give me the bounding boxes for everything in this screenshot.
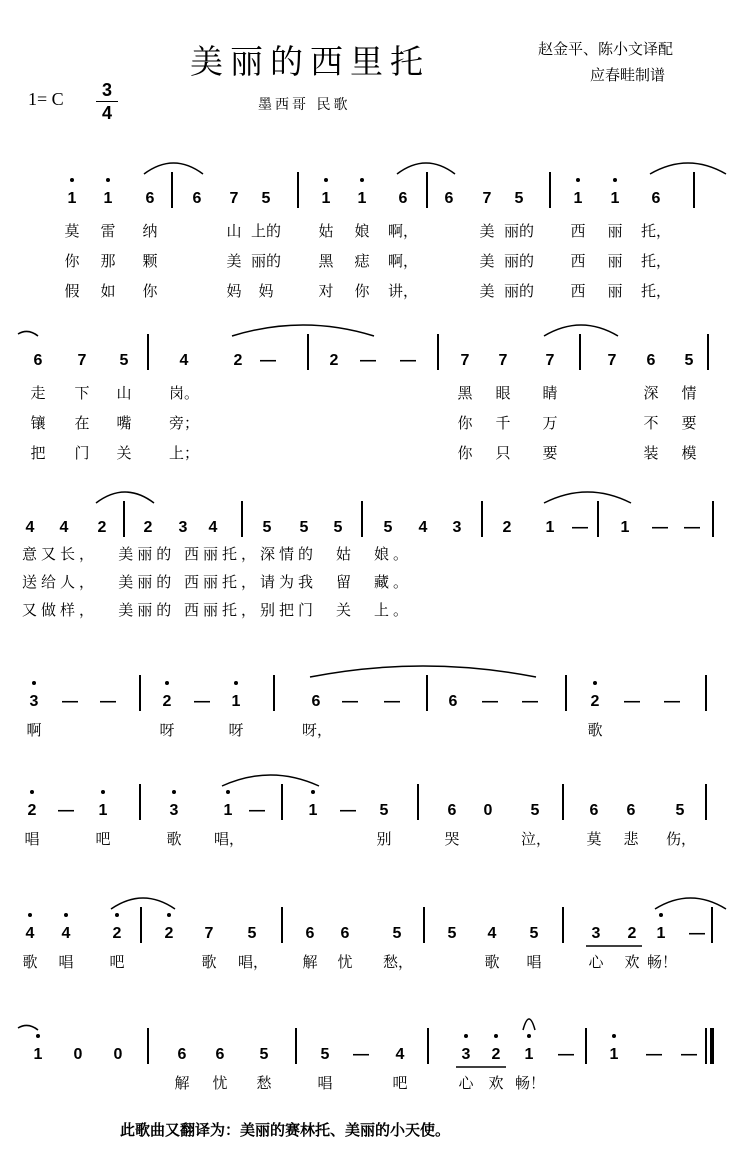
slur xyxy=(18,331,38,336)
note: 5 xyxy=(261,190,271,207)
lyric: 啊， xyxy=(387,252,418,270)
octave-dot xyxy=(172,790,176,794)
note: — xyxy=(353,1046,369,1063)
lyric: 如 xyxy=(100,282,116,300)
note: 2 xyxy=(627,925,637,942)
note: 3 xyxy=(591,925,601,942)
lyric: 丽 xyxy=(607,282,623,300)
octave-dot xyxy=(527,1034,531,1038)
note: 2 xyxy=(143,519,153,536)
lyric: 吧 xyxy=(95,830,111,848)
octave-dot xyxy=(30,790,34,794)
lyric: 门 xyxy=(74,444,90,462)
lyric: 别 xyxy=(376,830,392,848)
octave-dot xyxy=(101,790,105,794)
lyric: 你 xyxy=(354,282,370,300)
note: 6 xyxy=(215,1046,225,1063)
slur xyxy=(650,163,726,174)
octave-dot xyxy=(106,178,110,182)
lyric: 西 xyxy=(570,222,586,240)
note: 0 xyxy=(73,1046,83,1063)
lyric: 深 xyxy=(643,384,659,402)
note: 1 xyxy=(357,190,367,207)
lyric: 唱 xyxy=(58,953,74,971)
lyric: 嘴 xyxy=(116,414,132,432)
lyric: 歌 xyxy=(201,953,217,971)
note: 2 xyxy=(491,1046,501,1063)
lyric: 莫 xyxy=(64,222,80,240)
lyric: 欢 xyxy=(624,953,640,971)
note: 2 xyxy=(233,352,243,369)
note: — xyxy=(652,519,668,536)
lyric-line: 送给人， 美丽的 西丽托，请为我 留 藏。 xyxy=(22,573,413,591)
lyric: 美 xyxy=(479,252,495,270)
lyric: 忧 xyxy=(212,1074,228,1092)
lyric: 千 xyxy=(495,414,511,432)
note: — xyxy=(400,352,416,369)
lyric: 纳 xyxy=(142,222,158,240)
note: 5 xyxy=(247,925,257,942)
note: 1 xyxy=(33,1046,43,1063)
note: 1 xyxy=(308,802,318,819)
note: — xyxy=(100,693,116,710)
note: 6 xyxy=(177,1046,187,1063)
note: — xyxy=(58,802,74,819)
lyric: 忧 xyxy=(337,953,353,971)
note: 6 xyxy=(192,190,202,207)
lyric: 泣， xyxy=(521,830,552,848)
note: — xyxy=(194,693,210,710)
lyric: 歌 xyxy=(587,721,603,739)
lyric-line: 又做样， 美丽的 西丽托，别把门 关 上。 xyxy=(22,601,413,619)
note: 5 xyxy=(379,802,389,819)
note: 5 xyxy=(447,925,457,942)
note: 2 xyxy=(162,693,172,710)
note: 4 xyxy=(487,925,497,942)
lyric: 啊， xyxy=(387,222,418,240)
note: — xyxy=(249,802,265,819)
note: 1 xyxy=(321,190,331,207)
lyric: 那 xyxy=(100,252,116,270)
note: 7 xyxy=(229,190,239,207)
lyric: 颗 xyxy=(142,252,158,270)
note: 5 xyxy=(530,802,540,819)
note: 5 xyxy=(383,519,393,536)
lyric: 唱， xyxy=(238,953,269,971)
note: 6 xyxy=(589,802,599,819)
note: 5 xyxy=(514,190,524,207)
note: 1 xyxy=(573,190,583,207)
lyric: 西 xyxy=(570,282,586,300)
lyric: 歌 xyxy=(166,830,182,848)
note: 4 xyxy=(61,925,71,942)
octave-dot xyxy=(226,790,230,794)
lyric: 歌 xyxy=(22,953,38,971)
octave-dot xyxy=(593,681,597,685)
note: 6 xyxy=(626,802,636,819)
note: 5 xyxy=(529,925,539,942)
octave-dot xyxy=(115,913,119,917)
lyric: 走 xyxy=(30,384,46,402)
lyric: 呀 xyxy=(159,721,175,739)
lyric: 呀 xyxy=(228,721,244,739)
lyric: 伤， xyxy=(666,830,697,848)
lyric: 镶 xyxy=(30,414,46,432)
note: 1 xyxy=(656,925,666,942)
note: 4 xyxy=(395,1046,405,1063)
lyric: 妈 xyxy=(258,282,274,300)
note: 5 xyxy=(320,1046,330,1063)
note: 2 xyxy=(164,925,174,942)
lyric: 托， xyxy=(640,252,671,270)
note: 1 xyxy=(524,1046,534,1063)
note: 1 xyxy=(609,1046,619,1063)
note: — xyxy=(558,1046,574,1063)
lyric: 托， xyxy=(640,222,671,240)
note: 6 xyxy=(33,352,43,369)
meter-denominator: 4 xyxy=(101,103,112,123)
lyric: 美 xyxy=(479,282,495,300)
note: 4 xyxy=(25,519,35,536)
note: 6 xyxy=(305,925,315,942)
octave-dot xyxy=(32,681,36,685)
slur xyxy=(18,1025,38,1030)
lyric: 睛 xyxy=(542,384,558,402)
note: 7 xyxy=(498,352,508,369)
lyric: 心 xyxy=(588,953,604,971)
slur xyxy=(144,163,203,174)
note: 3 xyxy=(452,519,462,536)
note: 3 xyxy=(29,693,39,710)
lyric: 呀， xyxy=(302,721,333,739)
slur xyxy=(655,898,726,909)
note: 7 xyxy=(460,352,470,369)
lyric: 歌 xyxy=(484,953,500,971)
note: — xyxy=(384,693,400,710)
lyric: 你 xyxy=(457,414,473,432)
lyric: 托， xyxy=(640,282,671,300)
note: 7 xyxy=(482,190,492,207)
meter-numerator: 3 xyxy=(101,80,112,100)
octave-dot xyxy=(36,1034,40,1038)
lyric: 山 xyxy=(226,222,242,240)
note: 5 xyxy=(299,519,309,536)
note: 5 xyxy=(392,925,402,942)
lyric: 愁， xyxy=(383,953,414,971)
octave-dot xyxy=(28,913,32,917)
note: — xyxy=(360,352,376,369)
octave-dot xyxy=(659,913,663,917)
note: 3 xyxy=(461,1046,471,1063)
note: 4 xyxy=(418,519,428,536)
lyric: 唱 xyxy=(317,1074,333,1092)
note: — xyxy=(664,693,680,710)
lyric: 眼 xyxy=(495,384,511,402)
lyric: 只 xyxy=(495,444,511,462)
slur xyxy=(232,325,374,336)
lyric: 要 xyxy=(542,444,558,462)
lyric: 姑 xyxy=(318,222,334,240)
octave-dot xyxy=(494,1034,498,1038)
lyric: 黑 xyxy=(318,252,334,270)
lyric: 你 xyxy=(457,444,473,462)
slur xyxy=(310,666,536,677)
note: 2 xyxy=(112,925,122,942)
lyric: 畅！ xyxy=(515,1074,546,1092)
note: 6 xyxy=(340,925,350,942)
lyric: 莫 xyxy=(586,830,602,848)
lyric: 要 xyxy=(681,414,697,432)
lyric: 下 xyxy=(74,384,90,402)
lyric: 娘 xyxy=(354,222,370,240)
octave-dot xyxy=(165,681,169,685)
lyric: 丽的 xyxy=(250,252,281,270)
lyric: 愁 xyxy=(256,1074,272,1092)
lyric: 西 xyxy=(570,252,586,270)
lyric: 对 xyxy=(318,282,334,300)
lyric: 唱， xyxy=(214,830,245,848)
octave-dot xyxy=(234,681,238,685)
lyric: 唱 xyxy=(526,953,542,971)
note: 2 xyxy=(502,519,512,536)
lyric: 关 xyxy=(116,444,132,462)
lyric: 美 xyxy=(479,222,495,240)
lyric: 畅！ xyxy=(647,953,678,971)
lyric: 你 xyxy=(142,282,158,300)
lyric: 在 xyxy=(74,414,90,432)
note: 6 xyxy=(651,190,661,207)
lyric: 假 xyxy=(64,282,80,300)
lyric: 心 xyxy=(458,1074,474,1092)
lyric: 模 xyxy=(681,444,697,462)
slur xyxy=(544,492,631,503)
octave-dot xyxy=(576,178,580,182)
note: 2 xyxy=(329,352,339,369)
note: 5 xyxy=(675,802,685,819)
lyric: 情 xyxy=(681,384,697,402)
lyric: 你 xyxy=(64,252,80,270)
lyric: 啊 xyxy=(26,721,42,739)
lyric: 山 xyxy=(116,384,132,402)
note: 1 xyxy=(98,802,108,819)
lyric: 雷 xyxy=(100,222,116,240)
lyric-line: 意又长， 美丽的 西丽托，深情的 姑 娘。 xyxy=(22,545,413,563)
lyric: 上； xyxy=(168,444,199,462)
note: 5 xyxy=(119,352,129,369)
lyric: 唱 xyxy=(24,830,40,848)
octave-dot xyxy=(64,913,68,917)
note: — xyxy=(624,693,640,710)
note: 6 xyxy=(444,190,454,207)
lyric: 美 xyxy=(226,252,242,270)
note: — xyxy=(572,519,588,536)
note: 0 xyxy=(483,802,493,819)
note: 1 xyxy=(223,802,233,819)
lyric: 痣 xyxy=(354,252,370,270)
octave-dot xyxy=(612,1034,616,1038)
lyric: 装 xyxy=(643,444,659,462)
note: — xyxy=(260,352,276,369)
note: 1 xyxy=(620,519,630,536)
octave-dot xyxy=(360,178,364,182)
note: 6 xyxy=(311,693,321,710)
translator-credit: 赵金平、陈小文译配 xyxy=(538,40,674,58)
key-signature: 1= C xyxy=(28,89,64,109)
note: — xyxy=(522,693,538,710)
lyric: 把 xyxy=(30,444,46,462)
slur xyxy=(111,898,175,909)
octave-dot xyxy=(167,913,171,917)
note: 1 xyxy=(231,693,241,710)
note: — xyxy=(684,519,700,536)
note: — xyxy=(62,693,78,710)
lyric: 解 xyxy=(174,1074,190,1092)
note: — xyxy=(340,802,356,819)
note: 5 xyxy=(333,519,343,536)
lyric: 解 xyxy=(302,953,318,971)
note: 3 xyxy=(178,519,188,536)
notation-credit: 应春畦制谱 xyxy=(590,66,666,84)
lyric: 妈 xyxy=(226,282,242,300)
lyric: 丽的 xyxy=(503,252,534,270)
note: 1 xyxy=(103,190,113,207)
note: 2 xyxy=(27,802,37,819)
note: 2 xyxy=(590,693,600,710)
lyric: 悲 xyxy=(623,830,639,848)
lyric: 丽 xyxy=(607,222,623,240)
lyric: 讲， xyxy=(387,282,418,300)
octave-dot xyxy=(311,790,315,794)
note: — xyxy=(689,925,705,942)
note: 6 xyxy=(646,352,656,369)
note: 7 xyxy=(77,352,87,369)
lyric: 丽的 xyxy=(503,282,534,300)
note: 5 xyxy=(684,352,694,369)
note: 1 xyxy=(610,190,620,207)
octave-dot xyxy=(613,178,617,182)
note: 2 xyxy=(97,519,107,536)
lyric: 上的 xyxy=(250,222,281,240)
lyric: 不 xyxy=(643,414,659,432)
lyric: 吧 xyxy=(109,953,125,971)
note: 6 xyxy=(145,190,155,207)
note: — xyxy=(482,693,498,710)
lyric: 旁； xyxy=(168,414,199,432)
song-title: 美丽的西里托 xyxy=(190,42,430,81)
lyric: 哭 xyxy=(444,830,460,848)
note: 4 xyxy=(25,925,35,942)
octave-dot xyxy=(70,178,74,182)
note: 4 xyxy=(208,519,218,536)
slur xyxy=(222,775,319,786)
note: — xyxy=(681,1046,697,1063)
note: 5 xyxy=(259,1046,269,1063)
note: 6 xyxy=(398,190,408,207)
octave-dot xyxy=(464,1034,468,1038)
note: 1 xyxy=(67,190,77,207)
note: 7 xyxy=(607,352,617,369)
lyric: 黑 xyxy=(457,384,473,402)
note: 5 xyxy=(262,519,272,536)
note: 4 xyxy=(179,352,189,369)
note: — xyxy=(646,1046,662,1063)
lyric: 岗。 xyxy=(168,384,199,402)
note: 1 xyxy=(545,519,555,536)
lyric: 万 xyxy=(542,414,558,432)
lyric: 丽 xyxy=(607,252,623,270)
note: 0 xyxy=(113,1046,123,1063)
note: 6 xyxy=(448,693,458,710)
note: 4 xyxy=(59,519,69,536)
lyric: 欢 xyxy=(488,1074,504,1092)
slur xyxy=(523,1019,535,1030)
note: 3 xyxy=(169,802,179,819)
lyric: 丽的 xyxy=(503,222,534,240)
footer-note: 此歌曲又翻译为：美丽的赛林托、美丽的小天使。 xyxy=(120,1121,451,1139)
note: — xyxy=(342,693,358,710)
octave-dot xyxy=(324,178,328,182)
note: 6 xyxy=(447,802,457,819)
note: 7 xyxy=(204,925,214,942)
note: 7 xyxy=(545,352,555,369)
origin-label: 墨西哥 民歌 xyxy=(258,97,351,113)
lyric: 吧 xyxy=(392,1074,408,1092)
